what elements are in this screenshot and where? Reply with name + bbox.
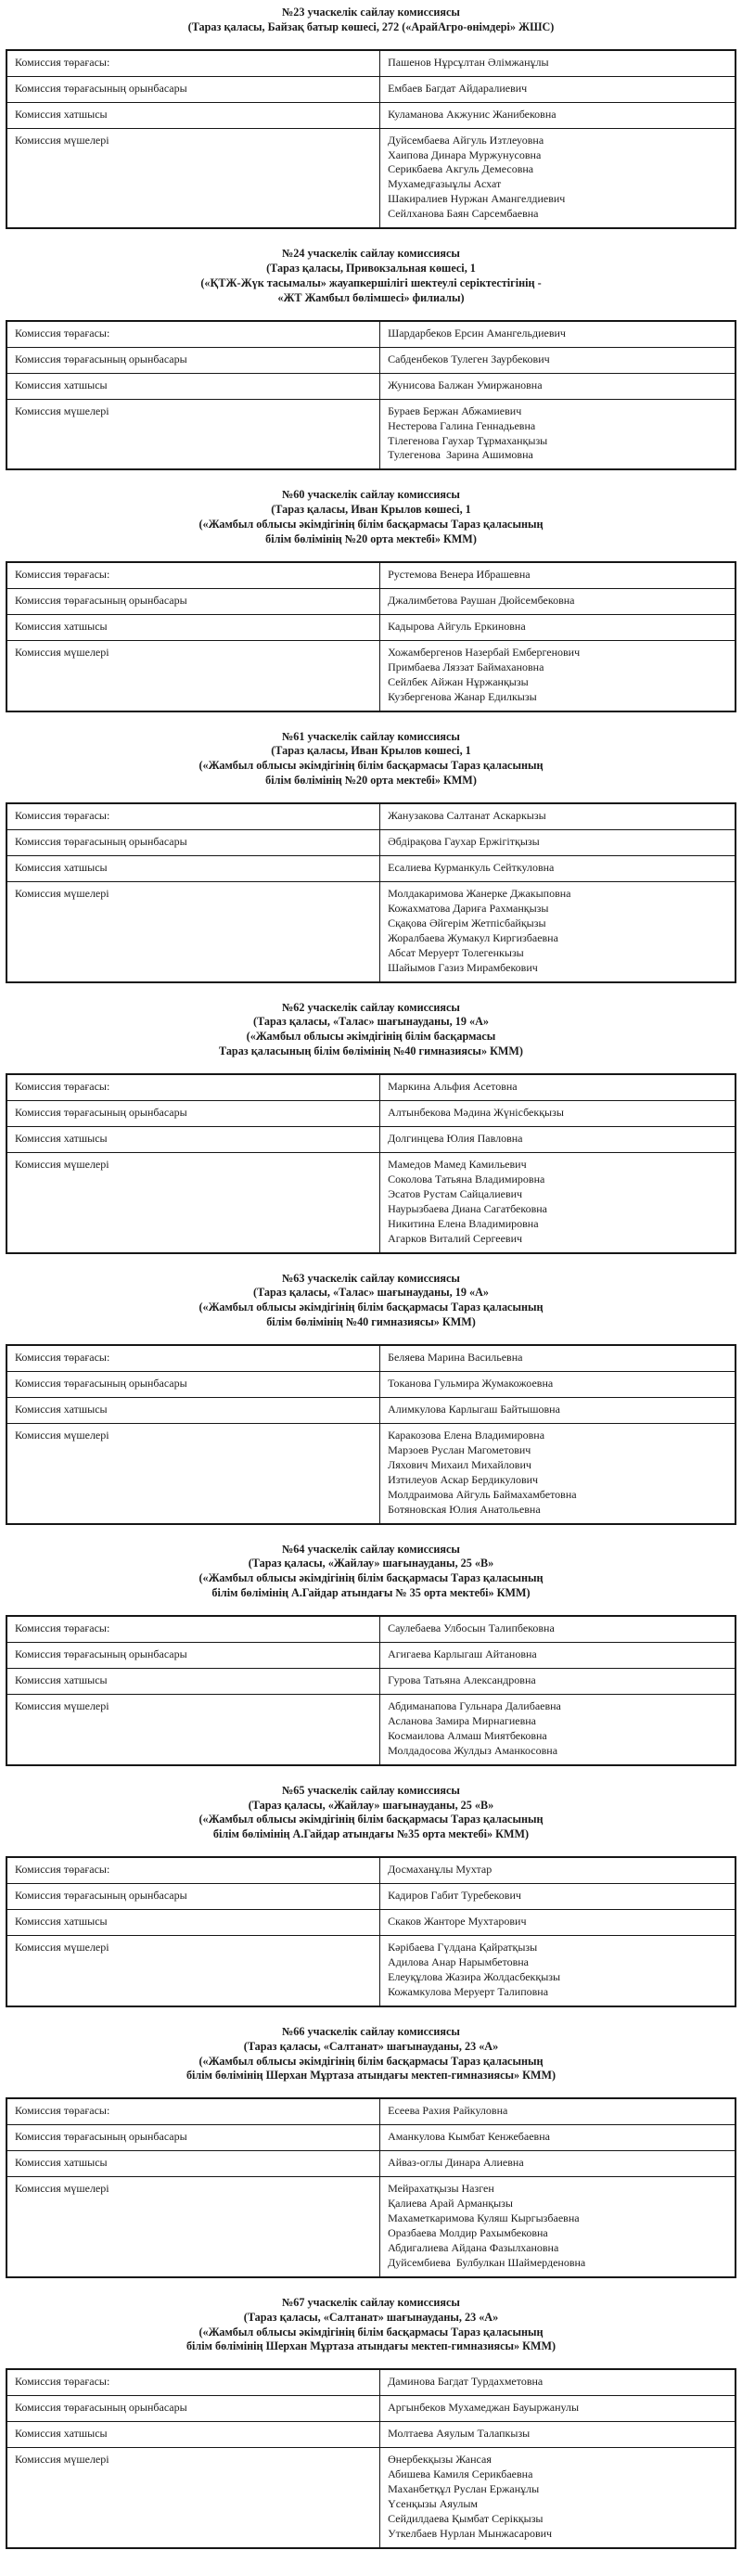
deputy-label: Комиссия төрағасының орынбасары <box>6 1884 380 1910</box>
members-label: Комиссия мүшелері <box>6 2448 380 2548</box>
section-title-line: (Тараз қаласы, «Жайлау» шағынауданы, 25 «В» <box>248 1557 494 1570</box>
member-name: Махаметкаримова Куляш Кыргызбаевна <box>388 2211 580 2224</box>
section-title-line: №67 учаскелік сайлау комиссиясы <box>282 2295 460 2309</box>
section-title-line: №66 учаскелік сайлау комиссиясы <box>282 2024 460 2038</box>
chairman-name: Беляева Марина Васильевна <box>380 1345 736 1371</box>
section-title-line: «ЖТ Жамбыл бөлімшесі» филиалы) <box>277 290 465 304</box>
secretary-label: Комиссия хатшысы <box>6 1397 380 1423</box>
commission-table <box>6 2368 736 2549</box>
deputy-label: Комиссия төрағасының орынбасары <box>6 76 380 102</box>
chairman-label: Комиссия төрағасы: <box>6 1857 380 1883</box>
secretary-name: Скаков Жанторе Мухтарович <box>380 1910 736 1936</box>
table-row-secretary <box>6 102 736 128</box>
commission-table <box>6 1344 736 1525</box>
secretary-name: Долгинцева Юлия Павловна <box>380 1126 736 1152</box>
secretary-label: Комиссия хатшысы <box>6 2422 380 2448</box>
member-name: Шайымов Газиз Мирамбекович <box>388 960 538 974</box>
member-names <box>380 1152 736 1252</box>
secretary-name: Алимкулова Карлыгаш Байтышовна <box>380 1397 736 1423</box>
chairman-name: Пашенов Нұрсұлтан Әлімжанұлы <box>380 50 736 76</box>
section-title-line: («Жамбыл облысы әкімдігінің білім басқармасы <box>246 1030 496 1044</box>
table-row-secretary <box>6 1668 736 1694</box>
section-title <box>6 2296 736 2354</box>
section-title-line: («Жамбыл облысы әкімдігінің білім басқармасы Тараз қаласының <box>198 518 544 532</box>
member-names <box>380 128 736 228</box>
section-title <box>6 1543 736 1601</box>
secretary-label: Комиссия хатшысы <box>6 1126 380 1152</box>
member-names <box>380 399 736 469</box>
commission-table <box>6 561 736 712</box>
table-row-chairman <box>6 2098 736 2124</box>
section-title-line: (Тараз қаласы, «Жайлау» шағынауданы, 25 «В» <box>248 1798 494 1812</box>
deputy-label: Комиссия төрағасының орынбасары <box>6 1642 380 1668</box>
table-row-deputy <box>6 2125 736 2151</box>
member-name: Сейдилдаева Қымбат Серікқызы <box>388 2511 544 2525</box>
deputy-name: Аргынбеков Мухамеджан Бауыржанулы <box>380 2396 736 2422</box>
member-name: Эсатов Рустам Сайцалиевич <box>388 1186 523 1200</box>
section-title-line: («Жамбыл облысы әкімдігінің білім басқармасы Тараз қаласының <box>198 1813 544 1826</box>
member-name: Молдраимова Айгуль Баймахамбетовна <box>388 1487 577 1501</box>
section-title-line: (Тараз қаласы, «Салтанат» шағынауданы, 23 «А» <box>243 2310 499 2324</box>
section-title <box>6 247 736 305</box>
chairman-name: Даминова Багдат Турдахметовна <box>380 2369 736 2395</box>
table-row-members <box>6 2177 736 2277</box>
chairman-label: Комиссия төрағасы: <box>6 1345 380 1371</box>
member-name: Агарков Виталий Сергеевич <box>388 1231 523 1245</box>
chairman-label: Комиссия төрағасы: <box>6 2369 380 2395</box>
member-name: Дуйсембиева Булбулкан Шаймерденовна <box>388 2255 586 2269</box>
members-label: Комиссия мүшелері <box>6 399 380 469</box>
member-name: Дуйсембаева Айгуль Изтлеуовна <box>388 133 544 147</box>
table-row-secretary <box>6 2151 736 2177</box>
table-row-deputy <box>6 588 736 614</box>
member-name: Жоралбаева Жумакул Киргизбаевна <box>388 930 558 944</box>
members-label: Комиссия мүшелері <box>6 1694 380 1764</box>
section-title-line: (Тараз қаласы, «Талас» шағынауданы, 19 «А» <box>253 1286 489 1300</box>
member-names <box>380 640 736 711</box>
section-title <box>6 488 736 546</box>
commission-table <box>6 2097 736 2278</box>
section-title-line: («Жамбыл облысы әкімдігінің білім басқармасы Тараз қаласының <box>198 1571 544 1585</box>
section-title-line: («Жамбыл облысы әкімдігінің білім басқармасы Тараз қаласының <box>198 2054 544 2068</box>
member-name: Наурызбаева Диана Сагатбековна <box>388 1201 548 1215</box>
table-row-chairman <box>6 2369 736 2395</box>
member-name: Кожахматова Дариға Рахманқызы <box>388 901 549 915</box>
section-title-line: №61 учаскелік сайлау комиссиясы <box>282 729 460 743</box>
section-title-line: №23 учаскелік сайлау комиссиясы <box>282 6 460 19</box>
table-row-deputy <box>6 1371 736 1397</box>
member-name: Уткелбаев Нурлан Мынжасарович <box>388 2526 553 2540</box>
member-name: Маханбетқұл Руслан Ержанұлы <box>388 2482 540 2495</box>
member-name: Өнербекқызы Жансая <box>388 2453 492 2467</box>
secretary-name: Жунисова Балжан Умиржановна <box>380 373 736 399</box>
member-names <box>380 1935 736 2006</box>
member-name: Мейрахатқызы Назген <box>388 2182 494 2196</box>
member-name: Оразбаева Молдир Рахымбековна <box>388 2225 548 2239</box>
section-title-line: (Тараз қаласы, «Талас» шағынауданы, 19 «А» <box>253 1015 489 1029</box>
commission-section <box>6 730 736 983</box>
member-name: Бураев Бержан Абжамиевич <box>388 404 522 417</box>
section-title-line: («ҚТЖ-Жүк тасымалы» жауапкершілігі шектеулі серіктестігінің - <box>200 276 542 290</box>
member-name: Каракозова Елена Владимировна <box>388 1428 545 1442</box>
member-name: Сейлханова Баян Сарсембаевна <box>388 207 539 221</box>
deputy-name: Сабденбеков Тулеген Заурбекович <box>380 347 736 373</box>
commission-table <box>6 320 736 471</box>
member-name: Тілегенова Гаухар Тұрмаханқызы <box>388 433 548 447</box>
member-name: Елеуқұлова Жазира Жолдасбекқызы <box>388 1969 561 1983</box>
table-row-members <box>6 128 736 228</box>
member-name: Кожамкулова Меруерт Талиповна <box>388 1984 549 1998</box>
table-row-secretary <box>6 614 736 640</box>
secretary-name: Кадырова Айгуль Еркиновна <box>380 614 736 640</box>
commission-section <box>6 2025 736 2278</box>
table-row-secretary <box>6 2422 736 2448</box>
deputy-label: Комиссия төрағасының орынбасары <box>6 829 380 855</box>
deputy-name: Аманкулова Кымбат Кенжебаевна <box>380 2125 736 2151</box>
members-label: Комиссия мүшелері <box>6 1935 380 2006</box>
members-label: Комиссия мүшелері <box>6 881 380 981</box>
deputy-name: Алтынбекова Мәдина Жүнісбекқызы <box>380 1100 736 1126</box>
member-name: Абдигалиева Айдана Фазылхановна <box>388 2240 559 2254</box>
member-name: Примбаева Ляззат Баймахановна <box>388 660 544 673</box>
deputy-name: Кадиров Габит Туребекович <box>380 1884 736 1910</box>
chairman-name: Шардарбеков Ерсин Амангельдиевич <box>380 321 736 347</box>
section-title-line: №64 учаскелік сайлау комиссиясы <box>282 1542 460 1556</box>
table-row-chairman <box>6 50 736 76</box>
secretary-label: Комиссия хатшысы <box>6 614 380 640</box>
deputy-label: Комиссия төрағасының орынбасары <box>6 2396 380 2422</box>
members-label: Комиссия мүшелері <box>6 640 380 711</box>
member-name: Хаипова Динара Муржунусовна <box>388 147 542 161</box>
commission-section <box>6 1272 736 1525</box>
member-names <box>380 881 736 981</box>
table-row-members <box>6 881 736 981</box>
member-name: Адилова Анар Нарымбетовна <box>388 1954 529 1968</box>
section-title <box>6 2025 736 2083</box>
table-row-members <box>6 1694 736 1764</box>
member-name: Серикбаева Акгуль Демесовна <box>388 162 534 176</box>
member-names <box>380 2177 736 2277</box>
chairman-name: Досмаханұлы Мухтар <box>380 1857 736 1883</box>
deputy-label: Комиссия төрағасының орынбасары <box>6 1371 380 1397</box>
chairman-label: Комиссия төрағасы: <box>6 2098 380 2124</box>
member-name: Мамедов Мамед Камильевич <box>388 1157 527 1171</box>
chairman-name: Жанузакова Салтанат Аскаркызы <box>380 803 736 829</box>
member-name: Үсенқызы Аяулым <box>388 2496 479 2510</box>
table-row-deputy <box>6 1642 736 1668</box>
member-name: Тулегенова Зарина Ашимовна <box>388 448 533 462</box>
table-row-deputy <box>6 829 736 855</box>
member-name: Никитина Елена Владимировна <box>388 1216 539 1230</box>
members-label: Комиссия мүшелері <box>6 128 380 228</box>
section-title <box>6 1001 736 1059</box>
secretary-name: Айваз-оглы Динара Алиевна <box>380 2151 736 2177</box>
table-row-chairman <box>6 1345 736 1371</box>
section-title-line: №65 учаскелік сайлау комиссиясы <box>282 1783 460 1797</box>
commission-section <box>6 1784 736 2007</box>
section-title-line: №62 учаскелік сайлау комиссиясы <box>282 1000 460 1014</box>
chairman-name: Саулебаева Улбосын Талипбековна <box>380 1616 736 1642</box>
chairman-label: Комиссия төрағасы: <box>6 50 380 76</box>
member-names <box>380 1423 736 1523</box>
member-name: Молдакаримова Жанерке Джакыповна <box>388 886 571 900</box>
section-title-line: №60 учаскелік сайлау комиссиясы <box>282 488 460 502</box>
table-row-deputy <box>6 76 736 102</box>
member-name: Ботяновская Юлия Анатольевна <box>388 1502 541 1516</box>
members-label: Комиссия мүшелері <box>6 1152 380 1252</box>
table-row-members <box>6 1423 736 1523</box>
member-name: Абишева Камиля Серикбаевна <box>388 2467 533 2481</box>
secretary-name: Молтаева Аяулым Талапкызы <box>380 2422 736 2448</box>
deputy-label: Комиссия төрағасының орынбасары <box>6 2125 380 2151</box>
deputy-name: Джалимбетова Раушан Дюйсембековна <box>380 588 736 614</box>
section-title <box>6 1272 736 1330</box>
commission-table <box>6 802 736 983</box>
section-title <box>6 730 736 788</box>
member-name: Кузбергенова Жанар Едилкызы <box>388 689 537 703</box>
member-name: Космаилова Алмаш Миятбековна <box>388 1728 547 1742</box>
member-name: Изтилеуов Аскар Бердикулович <box>388 1472 539 1486</box>
section-title <box>6 1784 736 1842</box>
section-title-line: (Тараз қаласы, Привокзальная көшесі, 1 <box>266 262 476 276</box>
deputy-label: Комиссия төрағасының орынбасары <box>6 588 380 614</box>
table-row-deputy <box>6 1100 736 1126</box>
member-names <box>380 1694 736 1764</box>
member-name: Марзоев Руслан Магометович <box>388 1442 531 1456</box>
secretary-label: Комиссия хатшысы <box>6 373 380 399</box>
section-title-line: (Тараз қаласы, Иван Крылов көшесі, 1 <box>271 744 471 758</box>
secretary-name: Куламанова Акжунис Жанибековна <box>380 102 736 128</box>
section-title-line: білім бөлімінің А.Гайдар атындағы №35 орта мектебі» КММ) <box>212 1827 530 1841</box>
section-title-line: Тараз қаласының білім бөлімінің №40 гимназиясы» КММ) <box>219 1044 523 1058</box>
section-title-line: білім бөлімінің А.Гайдар атындағы № 35 орта мектебі» КММ) <box>211 1586 531 1600</box>
member-name: Сқақова Әйгерім Жетпісбайқызы <box>388 916 546 929</box>
section-title-line: білім бөлімінің №20 орта мектебі» КММ) <box>265 774 477 788</box>
member-name: Нестерова Галина Геннадьевна <box>388 418 536 432</box>
commission-table <box>6 49 736 230</box>
deputy-name: Ембаев Багдат Айдаралиевич <box>380 76 736 102</box>
section-title-line: білім бөлімінің №40 гимназиясы» КММ) <box>266 1315 476 1329</box>
member-name: Абсат Меруерт Толегенкызы <box>388 945 524 959</box>
secretary-label: Комиссия хатшысы <box>6 2151 380 2177</box>
commission-section <box>6 6 736 229</box>
commission-section <box>6 2296 736 2549</box>
table-row-secretary <box>6 1397 736 1423</box>
member-name: Асланова Замира Мирнагиевна <box>388 1713 536 1727</box>
section-title-line: (Тараз қаласы, Иван Крылов көшесі, 1 <box>271 503 471 517</box>
table-row-members <box>6 2448 736 2548</box>
table-row-secretary <box>6 373 736 399</box>
commission-table <box>6 1856 736 2007</box>
deputy-label: Комиссия төрағасының орынбасары <box>6 347 380 373</box>
table-row-chairman <box>6 803 736 829</box>
member-name: Шакиралиев Нуржан Амангелдиевич <box>388 192 566 206</box>
section-title-line: («Жамбыл облысы әкімдігінің білім басқармасы Тараз қаласының <box>198 2325 544 2339</box>
table-row-members <box>6 1935 736 2006</box>
member-name: Хожамбергенов Назербай Ембергенович <box>388 645 581 659</box>
deputy-name: Әбдірақова Гаухар Ержігітқызы <box>380 829 736 855</box>
chairman-label: Комиссия төрағасы: <box>6 562 380 588</box>
deputy-label: Комиссия төрағасының орынбасары <box>6 1100 380 1126</box>
members-label: Комиссия мүшелері <box>6 2177 380 2277</box>
member-name: Мухамедғазыұлы Асхат <box>388 177 502 191</box>
section-title-line: («Жамбыл облысы әкімдігінің білім басқармасы Тараз қаласының <box>198 1301 544 1314</box>
member-name: Кәрібаева Гүлдана Қайратқызы <box>388 1940 538 1954</box>
commission-section <box>6 1001 736 1254</box>
section-title-line: №24 учаскелік сайлау комиссиясы <box>282 247 460 261</box>
section-title-line: №63 учаскелік сайлау комиссиясы <box>282 1271 460 1285</box>
table-row-chairman <box>6 1616 736 1642</box>
table-row-members <box>6 640 736 711</box>
member-name: Молдадосова Жулдыз Аманкосовна <box>388 1743 558 1757</box>
secretary-label: Комиссия хатшысы <box>6 855 380 881</box>
table-row-chairman <box>6 1074 736 1100</box>
commission-table <box>6 1073 736 1254</box>
secretary-label: Комиссия хатшысы <box>6 102 380 128</box>
table-row-deputy <box>6 1884 736 1910</box>
members-label: Комиссия мүшелері <box>6 1423 380 1523</box>
secretary-name: Гурова Татьяна Александровна <box>380 1668 736 1694</box>
chairman-name: Рустемова Венера Ибрашевна <box>380 562 736 588</box>
table-row-secretary <box>6 855 736 881</box>
commission-table <box>6 1615 736 1766</box>
table-row-secretary <box>6 1910 736 1936</box>
chairman-label: Комиссия төрағасы: <box>6 1074 380 1100</box>
commission-section <box>6 488 736 711</box>
member-name: Абдиманапова Гульнара Далибаевна <box>388 1698 561 1712</box>
section-title-line: білім бөлімінің Шерхан Мұртаза атындағы мектеп-гимназиясы» КММ) <box>186 2339 556 2353</box>
table-row-deputy <box>6 2396 736 2422</box>
deputy-name: Агигаева Карлыгаш Айтановна <box>380 1642 736 1668</box>
commission-section <box>6 1543 736 1766</box>
secretary-label: Комиссия хатшысы <box>6 1910 380 1936</box>
section-title-line: (Тараз қаласы, Байзақ батыр көшесі, 272 («АрайАгро-өнімдері» ЖШС) <box>187 19 555 33</box>
commission-section <box>6 247 736 470</box>
table-row-deputy <box>6 347 736 373</box>
deputy-name: Токанова Гульмира Жумакожоевна <box>380 1371 736 1397</box>
member-name: Сейлбек Айжан Нұржанқызы <box>388 674 529 688</box>
secretary-label: Комиссия хатшысы <box>6 1668 380 1694</box>
member-names <box>380 2448 736 2548</box>
section-title-line: («Жамбыл облысы әкімдігінің білім басқармасы Тараз қаласының <box>198 759 544 773</box>
chairman-label: Комиссия төрағасы: <box>6 321 380 347</box>
section-title-line: білім бөлімінің №20 орта мектебі» КММ) <box>265 532 477 545</box>
section-title-line: білім бөлімінің Шерхан Мұртаза атындағы мектеп-гимназиясы» КММ) <box>186 2069 556 2083</box>
chairman-name: Есеева Рахия Райкуловна <box>380 2098 736 2124</box>
table-row-chairman <box>6 321 736 347</box>
section-title <box>6 6 736 35</box>
section-title-line: (Тараз қаласы, «Салтанат» шағынауданы, 23 «А» <box>243 2039 499 2053</box>
member-name: Қалиева Арай Арманқызы <box>388 2197 513 2211</box>
table-row-chairman <box>6 562 736 588</box>
chairman-name: Маркина Альфия Асетовна <box>380 1074 736 1100</box>
secretary-name: Есалиева Курманкуль Сейткуловна <box>380 855 736 881</box>
chairman-label: Комиссия төрағасы: <box>6 803 380 829</box>
table-row-chairman <box>6 1857 736 1883</box>
member-name: Ляхович Михаил Михайлович <box>388 1457 531 1471</box>
chairman-label: Комиссия төрағасы: <box>6 1616 380 1642</box>
table-row-members <box>6 1152 736 1252</box>
table-row-members <box>6 399 736 469</box>
table-row-secretary <box>6 1126 736 1152</box>
member-name: Соколова Татьяна Владимировна <box>388 1172 545 1185</box>
